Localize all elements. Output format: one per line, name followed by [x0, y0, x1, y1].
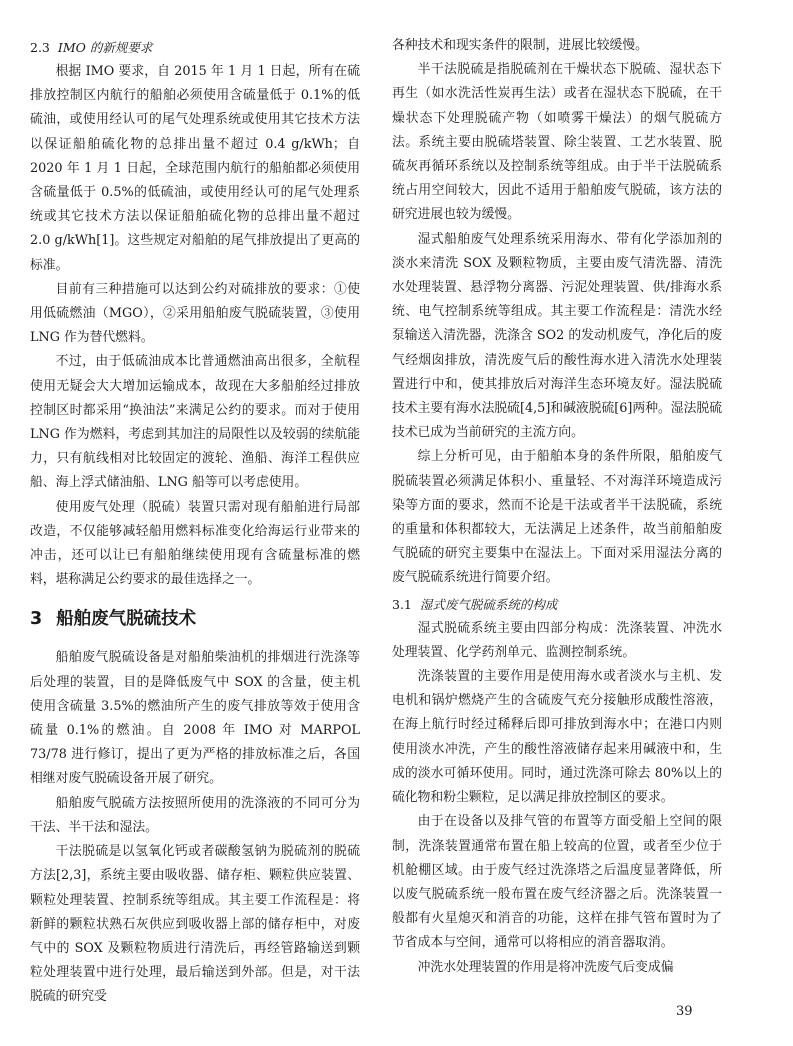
paragraph: 不过，由于低硫油成本比普通燃油高出很多，全航程使用无疑会大大增加运输成本，故现在大多船舶经过排放控制区时都采用“换油法”来满足公约的要求。而对于使用 LNG 作为燃料，考虑到其加注的局限性以及较弱的续航能力，只有航线相对比较固定的渡轮、渔船、海洋工程供应船、海上浮式储油船、LNG 船等可以考虑使用。 — [30, 354, 360, 491]
paragraph: 目前有三种措施可以达到公约对硫排放的要求：①使用低硫燃油（MGO），②采用船舶废气脱硫装置，③使用 LNG 作为替代燃料。 — [30, 281, 360, 346]
paragraph: 湿式船舶废气处理系统采用海水、带有化学添加剂的淡水来清洗 SOX 及颗粒物质，主要由废气清洗器、清洗水处理装置、悬浮物分离器、污泥处理装置、供/排海水系统、电气控制系统等组成。其主要工作流程是：清洗水经泵输送入清洗器，洗涤含 SO2 的发动机废气，净化后的废气经烟囱排放，清洗废气后的酸性海水进入清洗水处理装置进行中和，使其排放后对海洋生态环境友好。湿法脱硫技术主要有海水法脱硫[4,5]和碱液脱硫[6]两种。湿法脱硫技术已成为当前研究的主流方向。 — [392, 231, 722, 441]
paragraph: 船舶废气脱硫设备是对船舶柴油机的排烟进行洗涤等后处理的装置，目的是降低废气中 SOX 的含量，使主机使用含硫量 3.5%的燃油所产生的废气排放等效于使用含硫量 0.1%的燃油。自 2008 年 IMO 对 MARPOL 73/78 进行修订，提出了更为严格的排放标准之后，各国相继对废气脱硫设备开展了研究。 — [30, 650, 360, 787]
subsection-heading-2-3: 2.3 IMO 的新规要求 — [30, 40, 153, 55]
subsection-heading-3-1: 3.1 湿式废气脱硫系统的构成 — [392, 596, 558, 612]
paragraph: 综上分析可见，由于船舶本身的条件所限，船舶废气脱硫装置必须满足体积小、重量轻、不对海洋环境造成污染等方面的要求，然而不论是干法或者半干法脱硫，系统的重量和体积都较大，无法满足上述条件，故当前船舶废气脱硫的研究主要集中在湿法上。下面对采用湿法分离的废气脱硫系统进行简要介绍。 — [392, 449, 722, 586]
paragraph: 由于在设备以及排气管的布置等方面受船上空间的限制，洗涤装置通常布置在船上较高的位置，或者至少位于机舱棚区域。由于废气经过洗涤塔之后温度显著降低，所以废气脱硫系统一般布置在废气经济器之后。洗涤装置一般都有火星熄灭和消音的功能，这样在排气管布置时为了节省成本与空间，通常可以将相应的消音器取消。 — [392, 814, 722, 951]
paragraph: 冲洗水处理装置的作用是将冲洗废气后变成偏 — [417, 959, 674, 975]
paragraph-continued: 各种技术和现实条件的限制，进展比较缓慢。 — [392, 38, 648, 53]
section-heading-3: 3 船舶废气脱硫技术 — [30, 609, 197, 630]
left-column — [30, 34, 360, 1010]
paragraph: 使用废气处理（脱硫）装置只需对现有船舶进行局部改造，不仅能够减轻船用燃料标准变化给海运行业带来的冲击，还可以让已有船舶继续使用现有含硫量标准的燃料，堪称满足公约要求的最佳选择之一。 — [30, 499, 360, 588]
right-column — [392, 34, 722, 980]
paragraph: 洗涤装置的主要作用是使用海水或者淡水与主机、发电机和锅炉燃烧产生的含硫废气充分接触形成酸性溶液，在海上航行时经过稀释后即可排放到海水中；在港口内则使用淡水冲洗，产生的酸性溶液储存起来用碱液中和，生成的淡水可循环使用。同时，通过洗涤可除去 80%以上的硫化物和粉尘颗粒，足以满足排放控制区的要求。 — [392, 669, 722, 806]
paragraph: 半干法脱硫是指脱硫剂在干燥状态下脱硫、湿状态下再生（如水洗活性炭再生法）或者在湿状态下脱硫，在干燥状态下处理脱硫产物（如喷雾干燥法）的烟气脱硫方法。系统主要由脱硫塔装置、除尘装置、工艺水装置、脱硫灰再循环系统以及控制系统等组成。由于半干法脱硫系统占用空间较大，因此不适用于船舶废气脱硫，该方法的研究进展也较为缓慢。 — [392, 62, 722, 223]
page-number: 39 — [676, 1004, 693, 1019]
paragraph: 根据 IMO 要求，自 2015 年 1 月 1 日起，所有在硫排放控制区内航行的船舶必须使用含硫量低于 0.1%的低硫油，或使用经认可的尾气处理系统或使用其它技术方法以保证船舶硫化物的总排出量不超过 0.4 g/kWh；自 2020 年 1 月 1 日起，全球范围内航行的船舶都必须使用含硫量低于 0.5%的低硫油，或使用经认可的尾气处理系统或其它技术方法以保证船舶硫化物的总排出量不超过 2.0 g/kWh[1]。这些规定对船舶的尾气排放提出了更高的标准。 — [30, 64, 360, 273]
paragraph: 船舶废气脱硫方法按照所使用的洗涤液的不同可分为干法、半干法和湿法。 — [30, 795, 360, 835]
paragraph: 干法脱硫是以氢氧化钙或者碳酸氢钠为脱硫剂的脱硫方法[2,3]，系统主要由吸收器、储存柜、颗粒供应装置、颗粒处理装置、控制系统等组成。其主要工作流程是：将新鲜的颗粒状熟石灰供应到吸收器上部的储存柜中，对废气中的 SOX 及颗粒物质进行清洗后，再经管路输送到颗粒处理装置中进行处理，最后输送到外部。但是，对干法脱硫的研究受 — [30, 844, 360, 1005]
paragraph: 湿式脱硫系统主要由四部分构成：洗涤装置、冲洗水处理装置、化学药剂单元、监测控制系统。 — [392, 620, 722, 660]
